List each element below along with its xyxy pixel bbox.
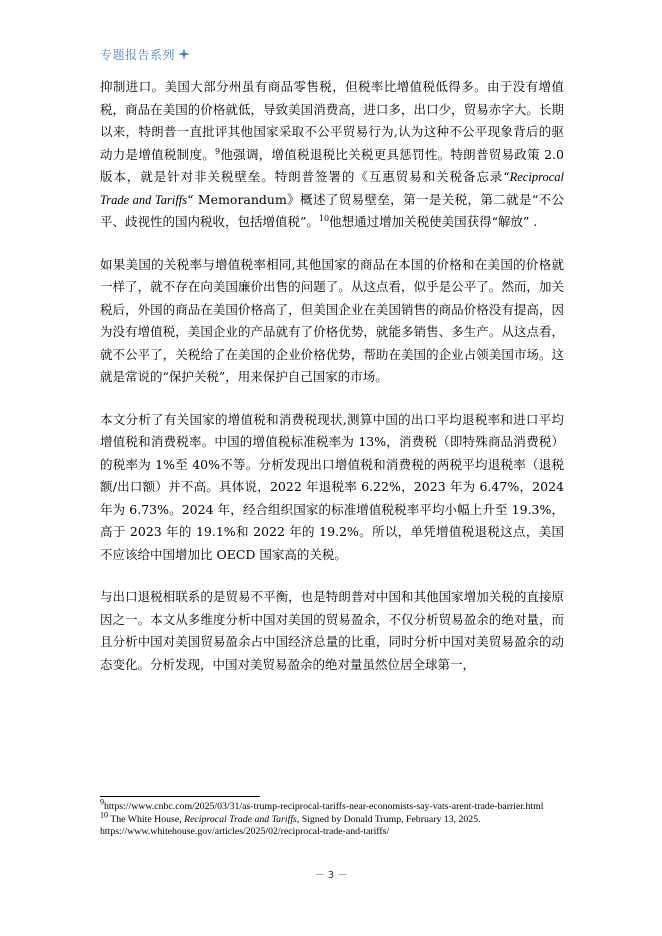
paragraph-tax-rates: 本文分析了有关国家的增值税和消费税现状,测算中国的出口平均退税率和进口平均增值税和消费税率。中国的增值税标准税率为 13%，消费税（即特殊商品消费税）的税率为 1%至 40%不等。分析发现出口增值税和消费税的两税平均退税率（退税额/出口额）并不高。具体说，2022 年退税率 6.22%，2023 年为 6.47%，2024 年为 6.73%。2024 年，经合组织国家的标准增值税税率平均小幅上升至 19.3%，高于 2023 年的 19.1%和 2022 年的 19.2%。所以，单凭增值税退税这点，美国不应该给中国增加比 OECD 国家高的关税。 <box>100 411 564 562</box>
footnote-ref-9[interactable]: 9 <box>215 146 221 156</box>
paragraph-trade-imbalance: 与出口退税相联系的是贸易不平衡，也是特朗普对中国和其他国家增加关税的直接原因之一。本文从多维度分析中国对美国的贸易盈余，不仅分析贸易盈余的绝对量，而且分析中国对美国贸易盈余占中国经济总量的比重，同时分析中国对美贸易盈余的动态变化。分析发现，中国对美贸易盈余的绝对量虽然位居全球第一， <box>100 589 564 672</box>
header-title: 专题报告系列 <box>100 47 176 62</box>
footnote-10: $^{10}$ The White House, Reciprocal Trade and Tariffs, Signed by Donald Trump, February 13, 2025. https://www.whitehouse.gov/articles/2025/02/reciprocal-trade-and-tariffs/ <box>100 810 481 837</box>
memorandum-title: Reciprocal Trade and Tariffs <box>100 170 564 207</box>
footnote-10-link[interactable]: https://www.whitehouse.gov/articles/2025/02/reciprocal-trade-and-tariffs/ <box>100 826 390 837</box>
footnote-9-link[interactable]: https://www.cnbc.com/2025/03/31/as-trump-reciprocal-tariffs-near-economists-say-vats-arent-trade-barrier.html <box>104 801 544 812</box>
footnotes <box>100 797 564 839</box>
footnote-divider <box>100 796 260 797</box>
body-text <box>100 76 564 676</box>
page-number: － 3 － <box>314 870 348 881</box>
paragraph-vat-background: 抑制进口。美国大部分州虽有商品零售税，但税率比增值税低得多。由于没有增值税，商品在美国的价格就低，导致美国消费高，进口多，出口少，贸易赤字大。长期以来，特朗普一直批评其他国家采取不公平贸易行为,认为这种不公平现象背后的驱动力是增值税制度。$^9$他强调，增值税退税比关税更具惩罚性。特朗普贸易政策 2.0 版本，就是针对非关税壁垒。特朗普签署的《互惠贸易和关税备忘录“Reciprocal Trade and Tariffs“ Memorandum》概述了贸易壁垒，第一是关税，第二就是“不公平、歧视性的国内税收，包括增值税”。$^{10}$他想通过增加关税使美国获得“解放” . <box>100 79 564 229</box>
footnote-ref-10[interactable]: 10 <box>318 213 330 223</box>
footnote-9: $^9$https://www.cnbc.com/2025/03/31/as-trump-reciprocal-tariffs-near-economists-say-vats-arent-trade-barrier.html <box>100 797 544 812</box>
paragraph-tariff-fairness: 如果美国的关税率与增值税率相同,其他国家的商品在本国的价格和在美国的价格就一样了，就不存在向美国廉价出售的问题了。从这点看，似乎是公平了。然而，加关税后，外国的商品在美国价格高了，但美国企业在美国销售的商品价格没有提高，因为没有增值税，美国企业的产品就有了价格优势，就能多销售、多生产。从这点看，就不公平了，关税给了在美国的企业价格优势，帮助在美国的企业占领美国市场。这就是常说的“保护关税”，用来保护自己国家的市场。 <box>100 256 564 384</box>
four-point-star-icon <box>178 48 190 60</box>
report-series-header <box>100 44 190 64</box>
